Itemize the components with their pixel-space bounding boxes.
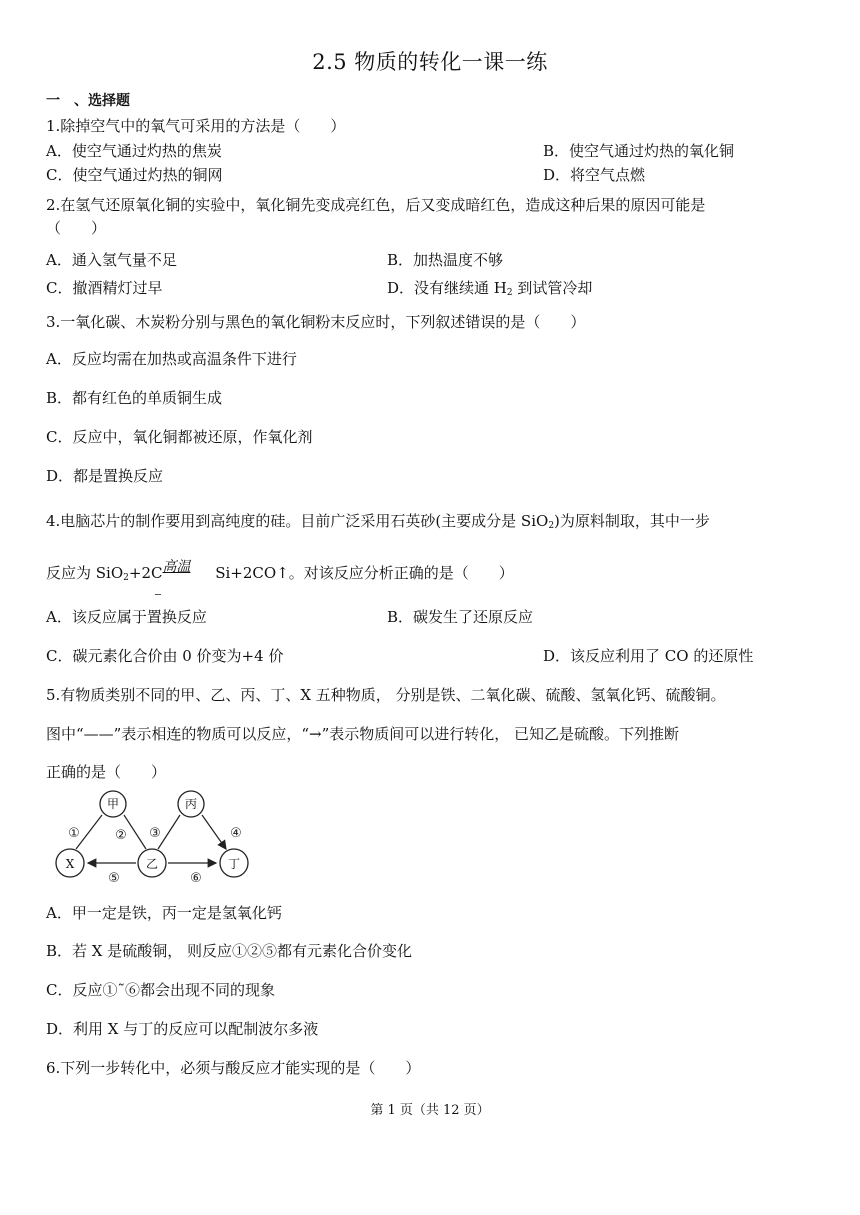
node-label-yi: 乙: [145, 857, 159, 871]
node-label-jia: 甲: [106, 797, 120, 811]
q1-option-c: C．使空气通过灼热的铜网: [46, 166, 223, 184]
reaction-condition: 高温: [162, 559, 191, 575]
node-label-ding: 丁: [227, 857, 241, 871]
q1-stem: 1.除掉空气中的氧气可采用的方法是（ ）: [46, 117, 346, 135]
q5-option-a: A．甲一定是铁，丙一定是氢氧化钙: [46, 904, 282, 922]
edge-2: [124, 815, 146, 849]
edge-label-2: ②: [115, 828, 127, 843]
q4-option-d: D．该反应利用了 CO 的还原性: [543, 647, 754, 665]
q1-option-b: B．使空气通过灼热的氧化铜: [543, 142, 735, 160]
edge-label-6: ⑥: [190, 871, 202, 886]
q2-option-c: C．撤酒精灯过早: [46, 279, 163, 297]
q5-stem-line3: 正确的是（ ）: [46, 763, 167, 781]
q4-stem-line1: 4.电脑芯片的制作要用到高纯度的硅。目前广泛采用石英砂(主要成分是 SiO$_2$)为原料制取，其中一步: [46, 512, 710, 531]
edge-label-3: ③: [149, 826, 161, 841]
edge-label-1: ①: [68, 826, 80, 841]
q5-option-c: C．反应①˜⑥都会出现不同的现象: [46, 981, 275, 999]
q3-stem: 3.一氧化碳、木炭粉分别与黑色的氧化铜粉末反应时，下列叙述错误的是（ ）: [46, 313, 586, 331]
q5-stem-line1: 5.有物质类别不同的甲、乙、丙、丁、X 五种物质， 分别是铁、二氧化碳、硫酸、氢氧化钙、硫酸铜。: [46, 686, 726, 704]
edge-label-5: ⑤: [108, 871, 120, 886]
q4-option-b: B．碳发生了还原反应: [387, 608, 534, 626]
q2-option-d: D．没有继续通 $H_2$ 到试管冷却: [387, 279, 593, 298]
q3-option-d: D．都是置换反应: [46, 467, 164, 485]
q5-stem-line2: 图中“——”表示相连的物质可以反应，“→”表示物质间可以进行转化， 已知乙是硫酸。下列推断: [46, 725, 680, 743]
q4-option-a: A．该反应属于置换反应: [46, 608, 207, 626]
q2-option-b: B．加热温度不够: [387, 251, 504, 269]
page-footer: 第 1 页（共 12 页）: [370, 1103, 490, 1118]
q1-option-a: A．使空气通过灼热的焦炭: [46, 142, 222, 160]
q2-stem-line2: （ ）: [46, 219, 107, 237]
q2-stem-line1: 2.在氢气还原氧化铜的实验中，氧化铜先变成亮红色，后又变成暗红色，造成这种后果的原因可能是: [46, 196, 706, 214]
q3-option-a: A．反应均需在加热或高温条件下进行: [46, 350, 297, 368]
section-heading: 一 、选择题: [46, 93, 130, 109]
page-title: 2.5 物质的转化一课一练: [312, 50, 548, 74]
condition-mark: [155, 594, 161, 595]
edge-1: [76, 815, 102, 849]
q5-option-b: B．若 X 是硫酸铜， 则反应①②⑤都有元素化合价变化: [46, 942, 413, 960]
q4-option-c: C．碳元素化合价由 0 价变为+4 价: [46, 647, 284, 665]
node-label-bing: 丙: [184, 797, 198, 811]
q3-option-b: B．都有红色的单质铜生成: [46, 389, 223, 407]
reaction-diagram: [46, 789, 264, 889]
q4-stem-line2: 反应为 SiO$_2$+2C 高温 Si+2CO↑。对该反应分析正确的是（ ）: [46, 562, 514, 583]
edge-label-4: ④: [230, 826, 242, 841]
q5-option-d: D．利用 X 与丁的反应可以配制波尔多液: [46, 1020, 319, 1038]
edge-4: [202, 815, 226, 849]
q6-stem: 6.下列一步转化中，必须与酸反应才能实现的是（ ）: [46, 1059, 421, 1077]
q3-option-c: C．反应中，氧化铜都被还原，作氧化剂: [46, 428, 313, 446]
q1-option-d: D．将空气点燃: [543, 166, 646, 184]
edge-3: [158, 815, 180, 849]
q2-option-a: A．通入氢气量不足: [46, 251, 177, 269]
node-label-x: X: [65, 857, 75, 871]
